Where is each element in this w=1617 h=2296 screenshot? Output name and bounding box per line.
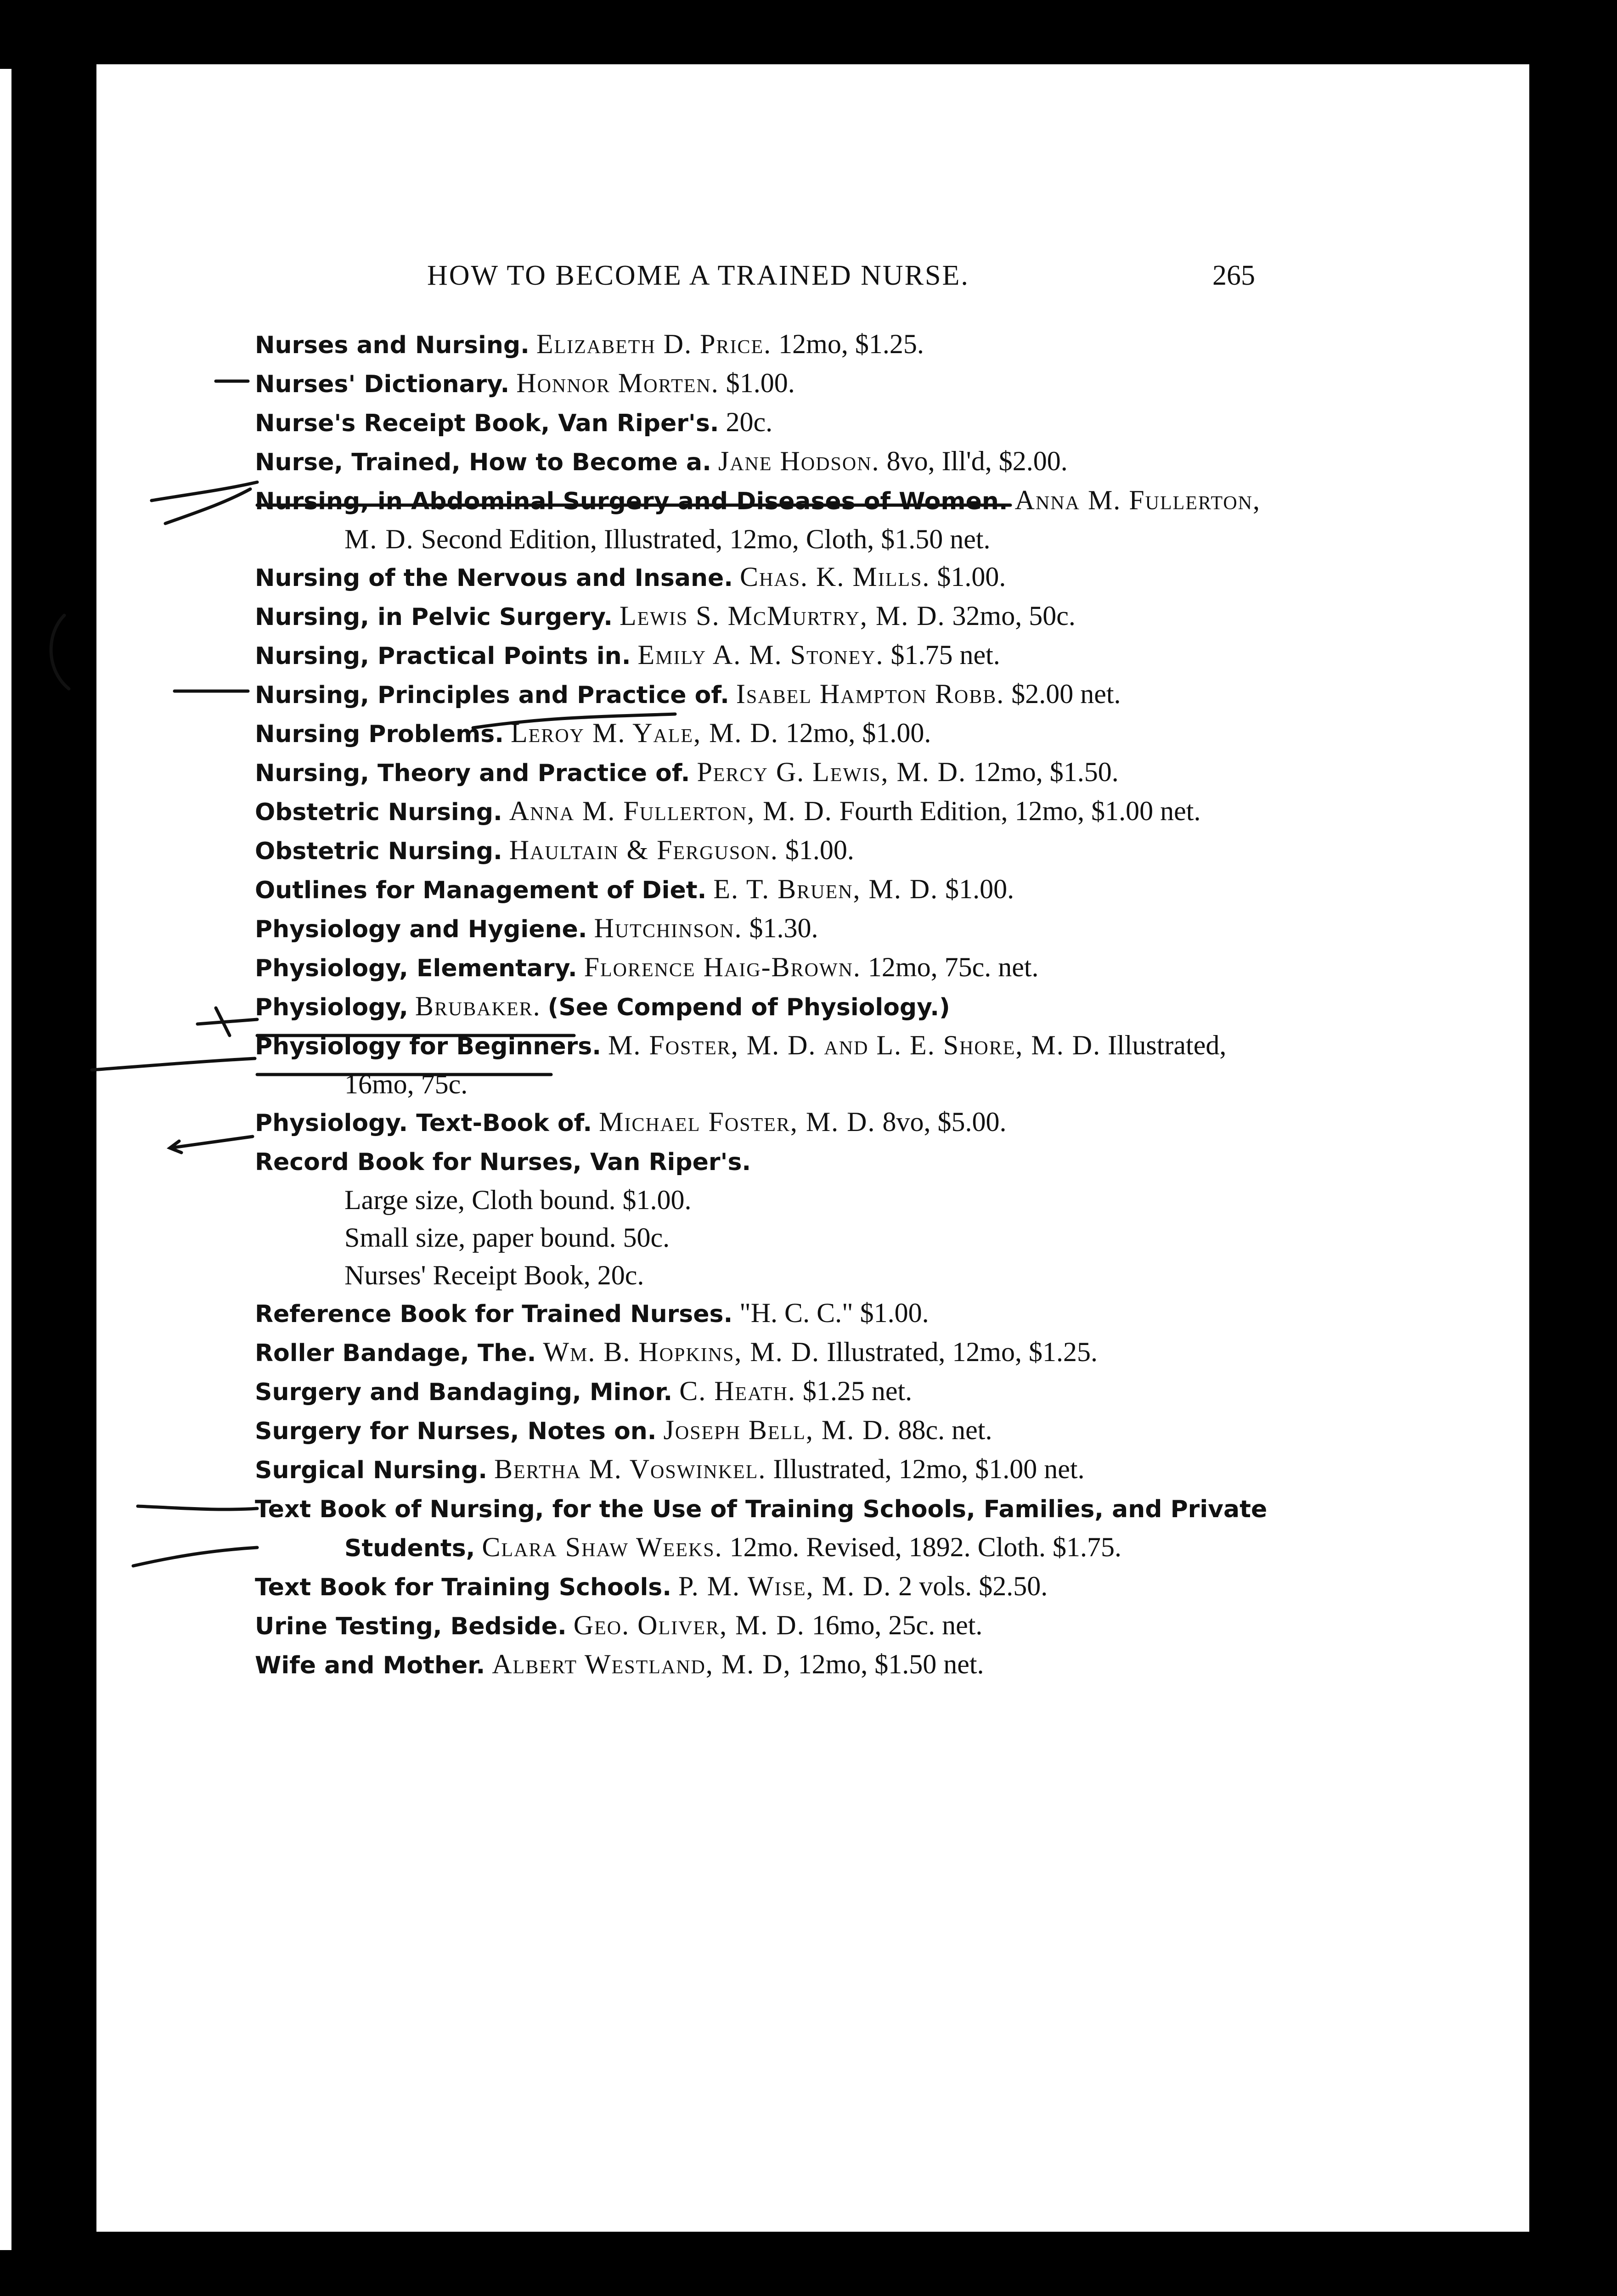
pen-stroke [138,1506,257,1509]
list-item: Nursing, Theory and Practice of. Percy G. Lewis, M. D. 12mo, $1.50. [255,757,1119,787]
pen-stroke [165,489,250,523]
list-item: Surgical Nursing. Bertha M. Voswinkel. Illustrated, 12mo, $1.00 net. [255,1454,1085,1484]
list-item: Nursing of the Nervous and Insane. Chas. K. Mills. $1.00. [255,562,1006,592]
margin-bracket [51,615,69,689]
list-item: Nursing, in Pelvic Surgery. Lewis S. McMurtry, M. D. 32mo, 50c. [255,601,1076,631]
list-item: Roller Bandage, The. Wm. B. Hopkins, M. D. Illustrated, 12mo, $1.25. [255,1337,1098,1367]
list-item: Text Book for Training Schools. P. M. Wise, M. D. 2 vols. $2.50. [255,1571,1048,1601]
page-number: 265 [1212,260,1255,291]
list-item: Nurses' Dictionary. Honnor Morten. $1.00. [255,368,795,398]
list-item: Nurse's Receipt Book, Van Riper's. 20c. [255,407,773,437]
list-item: Nursing Problems. Leroy M. Yale, M. D. 12mo, $1.00. [255,718,931,748]
list-subitem: Small size, paper bound. 50c. [344,1222,670,1253]
list-item: Urine Testing, Bedside. Geo. Oliver, M. D. 16mo, 25c. net. [255,1610,983,1640]
list-item: Outlines for Management of Diet. E. T. Bruen, M. D. $1.00. [255,874,1014,904]
running-header: HOW TO BECOME A TRAINED NURSE. [427,260,969,291]
list-item: Physiology for Beginners. M. Foster, M. D. and L. E. Shore, M. D. Illustrated, 16mo, 75c. [255,1030,1227,1099]
list-item: Nurse, Trained, How to Become a. Jane Hodson. 8vo, Ill'd, $2.00. [255,446,1068,476]
pen-stroke [92,1058,255,1070]
list-item: Surgery for Nurses, Notes on. Joseph Bell, M. D. 88c. net. [255,1415,992,1445]
list-item: Text Book of Nursing, for the Use of Training Schools, Families, and Private Students, Clara Shaw Weeks. 12mo. Revised, 1892. Cloth. $1.75. [255,1496,1268,1562]
list-item: Physiology, Brubaker. (See Compend of Physiology.) [255,991,950,1021]
list-item: Physiology. Text-Book of. Michael Foster, M. D. 8vo, $5.00. [255,1107,1007,1137]
list-item: Physiology and Hygiene. Hutchinson. $1.30. [255,913,818,943]
list-item: Surgery and Bandaging, Minor. C. Heath. $1.25 net. [255,1376,913,1406]
list-item: Physiology, Elementary. Florence Haig-Brown. 12mo, 75c. net. [255,952,1039,982]
pen-stroke [152,482,257,501]
cross-mark [197,1008,257,1035]
list-item: Nursing, Principles and Practice of. Isabel Hampton Robb. $2.00 net. [255,679,1121,709]
list-item: Nursing, in Abdominal Surgery and Diseases of Women. Anna M. Fullerton, M. D. Second Edition, Illustrated, 12mo, Cloth, $1.50 net. [255,485,1261,554]
list-item: Wife and Mother. Albert Westland, M. D, 12mo, $1.50 net. [255,1649,984,1679]
list-item: Obstetric Nursing. Anna M. Fullerton, M. D. Fourth Edition, 12mo, $1.00 net. [255,796,1201,826]
pen-underline [473,714,675,728]
list-item: Nursing, Practical Points in. Emily A. M. Stoney. $1.75 net. [255,640,1000,670]
list-item: Nurses and Nursing. Elizabeth D. Price. 12mo, $1.25. [255,329,924,359]
list-item: Reference Book for Trained Nurses. "H. C. C." $1.00. [255,1298,929,1328]
pen-stroke [133,1548,257,1566]
list-item: Obstetric Nursing. Haultain & Ferguson. $1.00. [255,835,854,865]
list-item: Record Book for Nurses, Van Riper's. [255,1148,751,1176]
list-subitem: Nurses' Receipt Book, 20c. [344,1260,644,1290]
list-subitem: Large size, Cloth bound. $1.00. [344,1185,692,1215]
arrow-mark [170,1137,253,1153]
